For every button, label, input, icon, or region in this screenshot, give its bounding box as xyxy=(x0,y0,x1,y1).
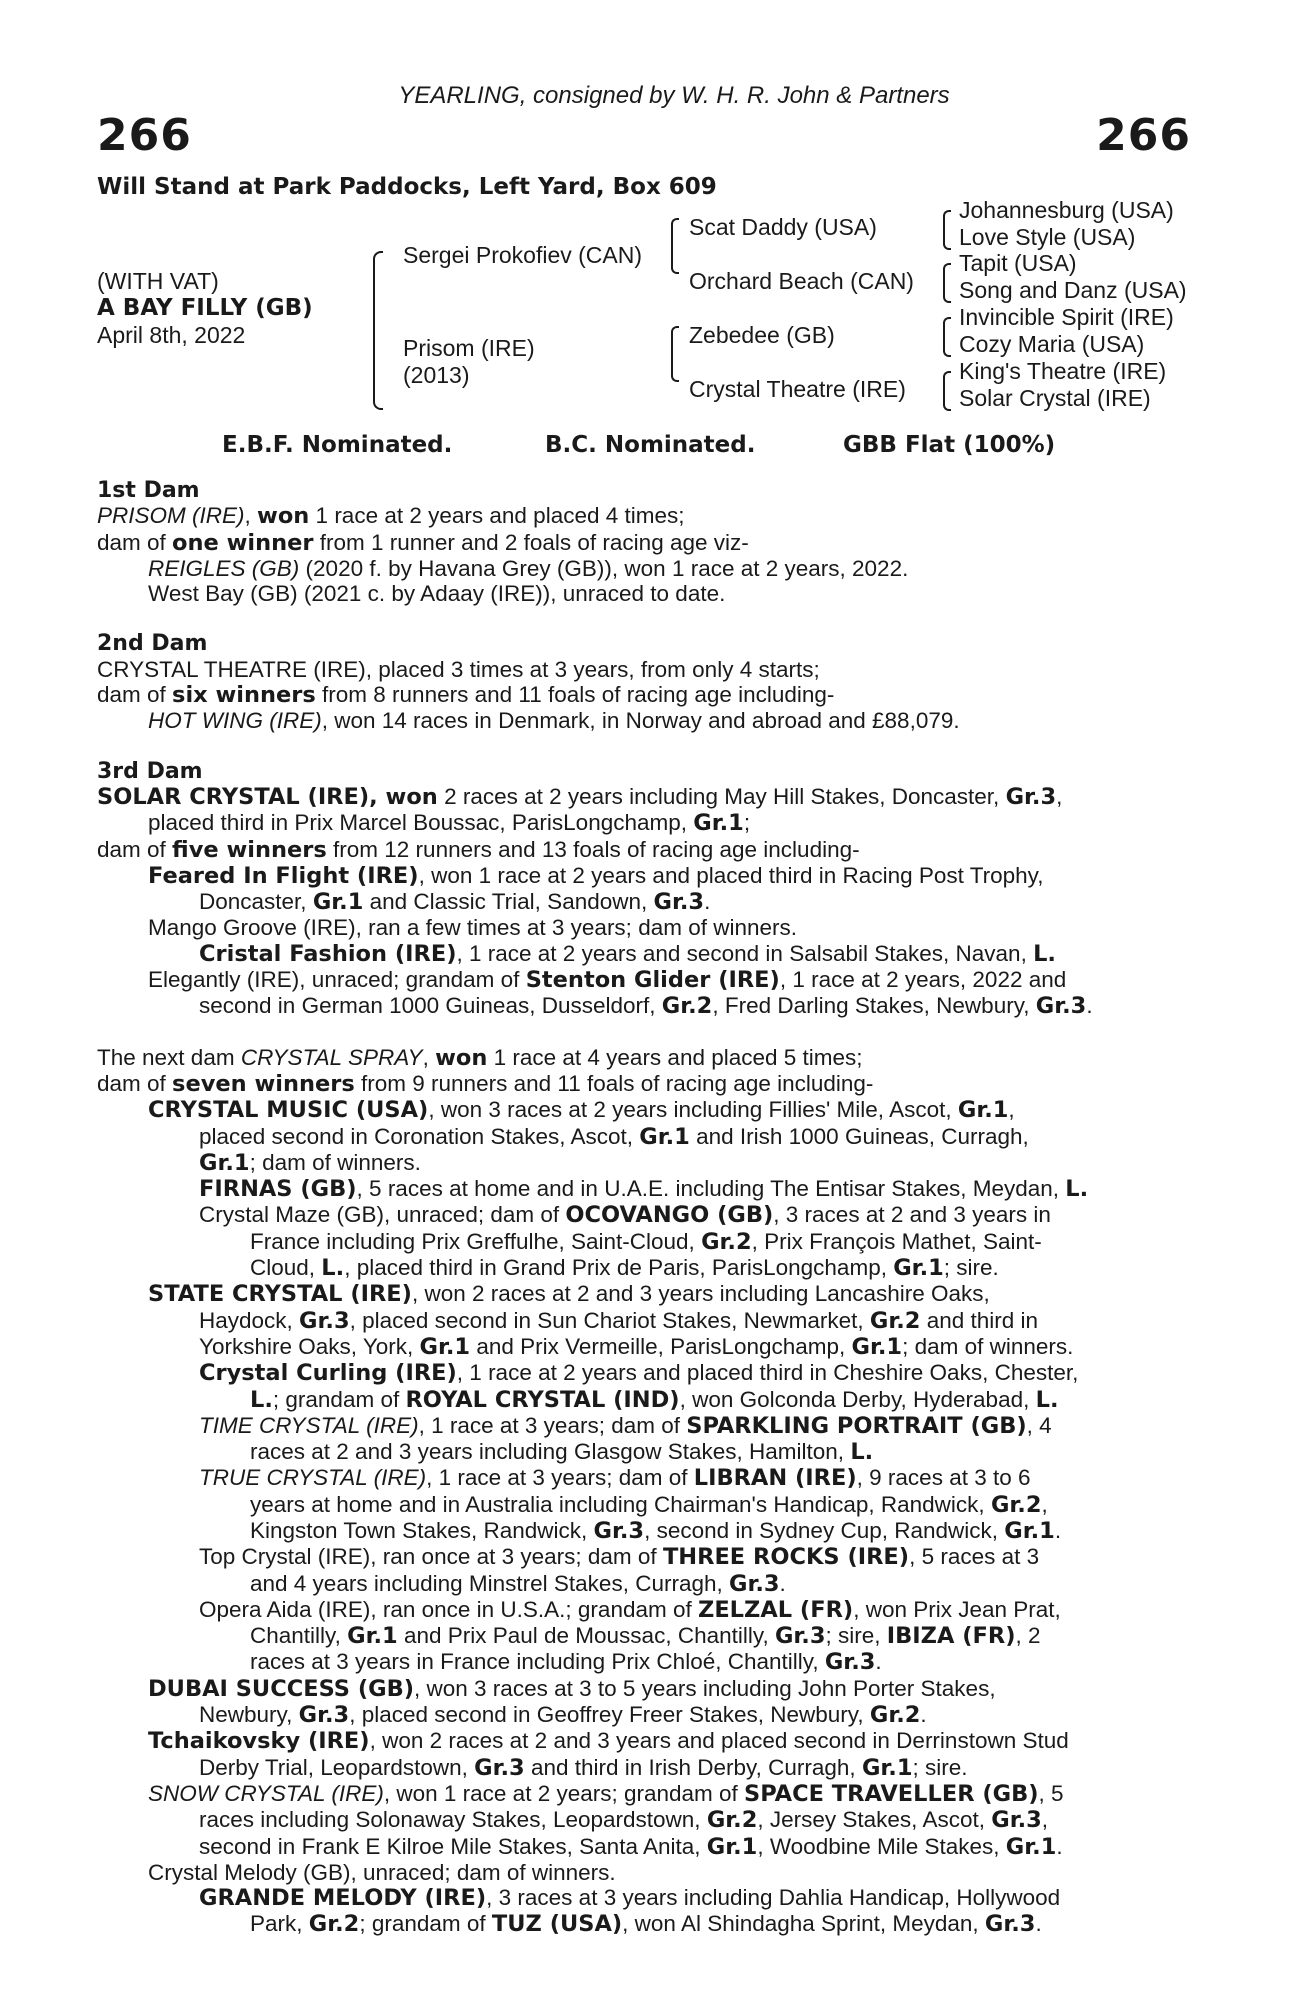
text-line: CRYSTAL THEATRE (IRE), placed 3 times at 3 years, from only 4 starts; xyxy=(97,656,820,682)
text-line: Park, Gr.2; grandam of TUZ (USA), won Al Shindagha Sprint, Meydan, Gr.3. xyxy=(250,1911,1042,1938)
first-dam-section xyxy=(97,478,1217,606)
third-dam-section xyxy=(97,759,1217,1020)
text-line: Elegantly (IRE), unraced; grandam of Stenton Glider (IRE), 1 race at 2 years, 2022 and xyxy=(148,967,1067,994)
text-line: Derby Trial, Leopardstown, Gr.3 and third in Irish Derby, Curragh, Gr.1; sire. xyxy=(199,1754,968,1781)
ancestor-6: Cozy Maria (USA) xyxy=(959,331,1145,357)
text-line: STATE CRYSTAL (IRE), won 2 races at 2 and 3 years including Lancashire Oaks, xyxy=(148,1281,990,1308)
brace-dam-line xyxy=(671,326,679,382)
text-line: TIME CRYSTAL (IRE), 1 race at 3 years; dam of SPARKLING PORTRAIT (GB), 4 xyxy=(199,1412,1052,1439)
third-dam-heading: 3rd Dam xyxy=(97,758,203,784)
dam-sire: Zebedee (GB) xyxy=(689,322,835,348)
text-line: GRANDE MELODY (IRE), 3 races at 3 years including Dahlia Handicap, Hollywood xyxy=(199,1885,1061,1912)
gbb-flat: GBB Flat (100%) xyxy=(843,432,1056,458)
text-line: Crystal Melody (GB), unraced; dam of winners. xyxy=(148,1859,616,1885)
text-line: Top Crystal (IRE), ran once at 3 years; dam of THREE ROCKS (IRE), 5 races at 3 xyxy=(199,1544,1040,1571)
text-line: Gr.1; dam of winners. xyxy=(199,1149,421,1176)
pedigree-table xyxy=(97,197,1217,420)
text-line: L.; grandam of ROYAL CRYSTAL (IND), won Golconda Derby, Hyderabad, L. xyxy=(250,1386,1059,1413)
brace-sire-line xyxy=(671,218,679,274)
text-line: The next dam CRYSTAL SPRAY, won 1 race at 4 years and placed 5 times; xyxy=(97,1044,863,1071)
horse-name: A BAY FILLY (GB) xyxy=(97,295,313,321)
text-line: placed second in Coronation Stakes, Ascot, Gr.1 and Irish 1000 Guineas, Curragh, xyxy=(199,1123,1029,1150)
text-line: France including Prix Greffulhe, Saint-Cloud, Gr.2, Prix François Mathet, Saint- xyxy=(250,1228,1042,1255)
text-line: Chantilly, Gr.1 and Prix Paul de Moussac, Chantilly, Gr.3; sire, IBIZA (FR), 2 xyxy=(250,1623,1041,1650)
dam-dam: Crystal Theatre (IRE) xyxy=(689,376,906,402)
dam-name: Prisom (IRE) xyxy=(403,335,535,361)
produce-record xyxy=(97,478,1217,1938)
text-line: placed third in Prix Marcel Boussac, ParisLongchamp, Gr.1; xyxy=(148,810,751,837)
text-line: Yorkshire Oaks, York, Gr.1 and Prix Vermeille, ParisLongchamp, Gr.1; dam of winners. xyxy=(199,1333,1074,1360)
text-line: REIGLES (GB) (2020 f. by Havana Grey (GB)), won 1 race at 2 years, 2022. xyxy=(148,555,909,581)
text-line: dam of one winner from 1 runner and 2 foals of racing age viz- xyxy=(97,529,749,556)
text-line: dam of five winners from 12 runners and 13 foals of racing age including- xyxy=(97,836,860,863)
text-line: races at 3 years in France including Prix Chloé, Chantilly, Gr.3. xyxy=(250,1649,882,1676)
text-line: Cloud, L., placed third in Grand Prix de Paris, ParisLongchamp, Gr.1; sire. xyxy=(250,1255,999,1282)
text-line: Crystal Maze (GB), unraced; dam of OCOVANGO (GB), 3 races at 2 and 3 years in xyxy=(199,1202,1051,1229)
text-line: Opera Aida (IRE), ran once in U.S.A.; grandam of ZELZAL (FR), won Prix Jean Prat, xyxy=(199,1596,1061,1623)
text-line: West Bay (GB) (2021 c. by Adaay (IRE)), unraced to date. xyxy=(148,581,726,607)
text-line: dam of seven winners from 9 runners and 11 foals of racing age including- xyxy=(97,1070,874,1097)
text-line: Tchaikovsky (IRE), won 2 races at 2 and 3 years and placed second in Derrinstown Stud xyxy=(148,1728,1069,1755)
text-line: Crystal Curling (IRE), 1 race at 2 years and placed third in Cheshire Oaks, Chester, xyxy=(199,1360,1079,1387)
second-dam-section xyxy=(97,631,1217,733)
text-line: PRISOM (IRE), won 1 race at 2 years and placed 4 times; xyxy=(97,503,685,530)
consignment-line: YEARLING, consigned by W. H. R. John & Partners xyxy=(398,82,950,109)
text-line: Feared In Flight (IRE), won 1 race at 2 years and placed third in Racing Post Trophy, xyxy=(148,862,1044,889)
text-line: Kingston Town Stakes, Randwick, Gr.3, second in Sydney Cup, Randwick, Gr.1. xyxy=(250,1517,1062,1544)
ancestor-2: Love Style (USA) xyxy=(959,224,1136,250)
lot-number-left: 266 xyxy=(97,110,192,161)
text-line: races including Solonaway Stakes, Leopardstown, Gr.2, Jersey Stakes, Ascot, Gr.3, xyxy=(199,1807,1049,1834)
vat-note: (WITH VAT) xyxy=(97,268,219,294)
sire-dam: Orchard Beach (CAN) xyxy=(689,268,914,294)
text-line: DUBAI SUCCESS (GB), won 3 races at 3 to 5 years including John Porter Stakes, xyxy=(148,1675,996,1702)
second-dam-heading: 2nd Dam xyxy=(97,631,208,657)
text-line: dam of six winners from 8 runners and 11 foals of racing age including- xyxy=(97,682,835,709)
brace-generation-1 xyxy=(373,251,383,410)
brace-g2 xyxy=(943,263,951,303)
text-line: Cristal Fashion (IRE), 1 race at 2 years and second in Salsabil Stakes, Navan, L. xyxy=(199,940,1056,967)
text-line: Doncaster, Gr.1 and Classic Trial, Sandown, Gr.3. xyxy=(199,889,711,916)
sire-sire: Scat Daddy (USA) xyxy=(689,214,877,240)
ancestor-3: Tapit (USA) xyxy=(959,250,1077,276)
lot-header xyxy=(97,82,1191,162)
text-line: Mango Groove (IRE), ran a few times at 3 years; dam of winners. xyxy=(148,915,798,941)
ancestor-7: King's Theatre (IRE) xyxy=(959,358,1167,384)
ebf-nomination: E.B.F. Nominated. xyxy=(222,432,453,458)
text-line: Haydock, Gr.3, placed second in Sun Chariot Stakes, Newmarket, Gr.2 and third in xyxy=(199,1307,1039,1334)
text-line: SNOW CRYSTAL (IRE), won 1 race at 2 years; grandam of SPACE TRAVELLER (GB), 5 xyxy=(148,1780,1064,1807)
ancestor-1: Johannesburg (USA) xyxy=(959,197,1174,223)
text-line: FIRNAS (GB), 5 races at home and in U.A.E. including The Entisar Stakes, Meydan, L. xyxy=(199,1176,1089,1203)
text-line: and 4 years including Minstrel Stakes, Curragh, Gr.3. xyxy=(250,1570,786,1597)
text-line: SOLAR CRYSTAL (IRE), won 2 races at 2 years including May Hill Stakes, Doncaster, Gr.3, xyxy=(97,783,1063,810)
lot-number-right: 266 xyxy=(1096,110,1191,161)
dam-year: (2013) xyxy=(403,362,470,388)
next-dam-section xyxy=(97,1045,1217,1938)
first-dam-heading: 1st Dam xyxy=(97,478,200,503)
brace-g4 xyxy=(943,371,951,411)
foaling-date: April 8th, 2022 xyxy=(97,322,246,348)
sire-name: Sergei Prokofiev (CAN) xyxy=(403,242,643,268)
text-line: Newbury, Gr.3, placed second in Geoffrey Freer Stakes, Newbury, Gr.2. xyxy=(199,1702,927,1729)
text-line: races at 2 and 3 years including Glasgow Stakes, Hamilton, L. xyxy=(250,1439,874,1466)
brace-g3 xyxy=(943,317,951,357)
ancestor-4: Song and Danz (USA) xyxy=(959,277,1187,303)
bc-nomination: B.C. Nominated. xyxy=(545,432,756,458)
text-line: years at home and in Australia including Chairman's Handicap, Randwick, Gr.2, xyxy=(250,1491,1048,1518)
text-line: TRUE CRYSTAL (IRE), 1 race at 3 years; dam of LIBRAN (IRE), 9 races at 3 to 6 xyxy=(199,1465,1031,1492)
text-line: second in German 1000 Guineas, Dusseldorf, Gr.2, Fred Darling Stakes, Newbury, Gr.3. xyxy=(199,993,1093,1020)
brace-g1 xyxy=(943,210,951,250)
stand-location: Will Stand at Park Paddocks, Left Yard, Box 609 xyxy=(97,174,717,200)
text-line: HOT WING (IRE), won 14 races in Denmark, in Norway and abroad and £88,079. xyxy=(148,708,960,734)
text-line: CRYSTAL MUSIC (USA), won 3 races at 2 years including Fillies' Mile, Ascot, Gr.1, xyxy=(148,1097,1015,1124)
ancestor-8: Solar Crystal (IRE) xyxy=(959,385,1151,411)
ancestor-5: Invincible Spirit (IRE) xyxy=(959,304,1174,330)
text-line: second in Frank E Kilroe Mile Stakes, Santa Anita, Gr.1, Woodbine Mile Stakes, Gr.1. xyxy=(199,1833,1063,1860)
